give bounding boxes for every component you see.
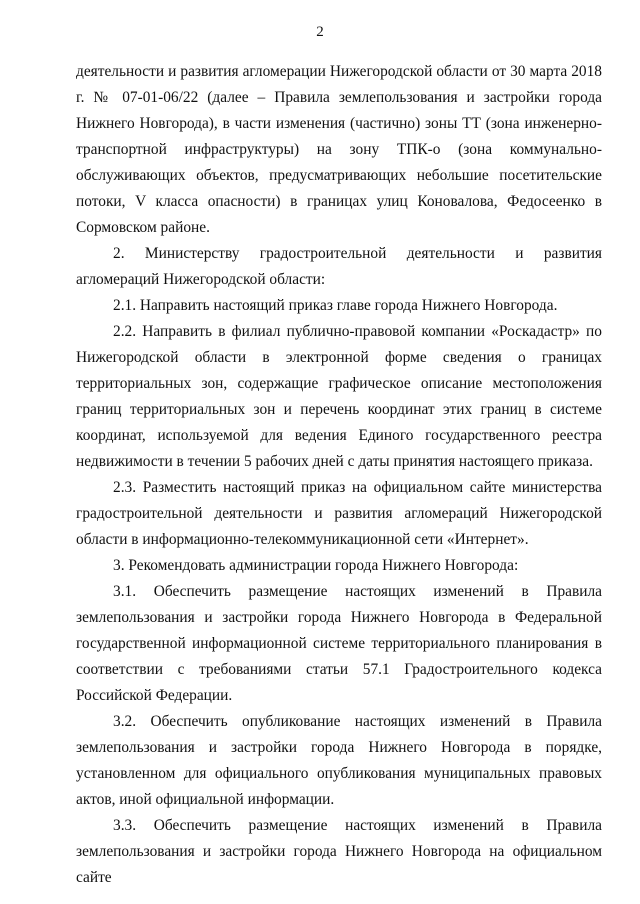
paragraph-item-3-2: 3.2. Обеспечить опубликование настоящих изменений в Правила землепользования и застройки города Нижнего Новгорода в порядке, установленном для официального опубликования муниципальных правовых актов, иной официальной информации.: [76, 713, 602, 808]
document-body: [76, 59, 602, 891]
paragraph-item-3-1: 3.1. Обеспечить размещение настоящих изменений в Правила землепользования и застройки города Нижнего Новгорода в Федеральной государственной информационной системе территориального планирования в соответствии с требованиями статьи 57.1 Градостроительного кодекса Российской Федерации.: [76, 583, 602, 704]
paragraph-item-2-1: 2.1. Направить настоящий приказ главе города Нижнего Новгорода.: [113, 297, 558, 314]
page-number: 2: [316, 24, 324, 40]
paragraph-item-2-3: 2.3. Разместить настоящий приказ на официальном сайте министерства градостроительной деятельности и развития агломераций Нижегородской области в информационно-телекоммуникационной сети «Интернет».: [76, 479, 602, 548]
paragraph-item-2-2: 2.2. Направить в филиал публично-правовой компании «Роскадастр» по Нижегородской области в электронной форме сведения о границах территориальных зон, содержащие графическое описание местоположения границ территориальных зон и перечень координат этих границ в системе координат, используемой для ведения Единого государственного реестра недвижимости в течении 5 рабочих дней с даты принятия настоящего приказа.: [76, 323, 602, 470]
paragraph-item-3: 3. Рекомендовать администрации города Нижнего Новгорода:: [113, 557, 519, 574]
paragraph-continuation: деятельности и развития агломерации Нижегородской области от 30 марта 2018 г. № 07-01-06/22 (далее – Правила землепользования и застройки города Нижнего Новгорода), в части изменения (частично) зоны ТТ (зона инженерно-транспортной инфраструктуры) на зону ТПК-о (зона коммунально-обслуживающих объектов, предусматривающих небольшие посетительские потоки, V класса опасности) в границах улиц Коновалова, Федосеенко в Сормовском районе.: [76, 63, 602, 236]
paragraph-item-2: 2. Министерству градостроительной деятельности и развития агломераций Нижегородской области:: [76, 245, 602, 288]
paragraph-item-3-3: 3.3. Обеспечить размещение настоящих изменений в Правила землепользования и застройки города Нижнего Новгорода на официальном сайте: [76, 817, 602, 886]
